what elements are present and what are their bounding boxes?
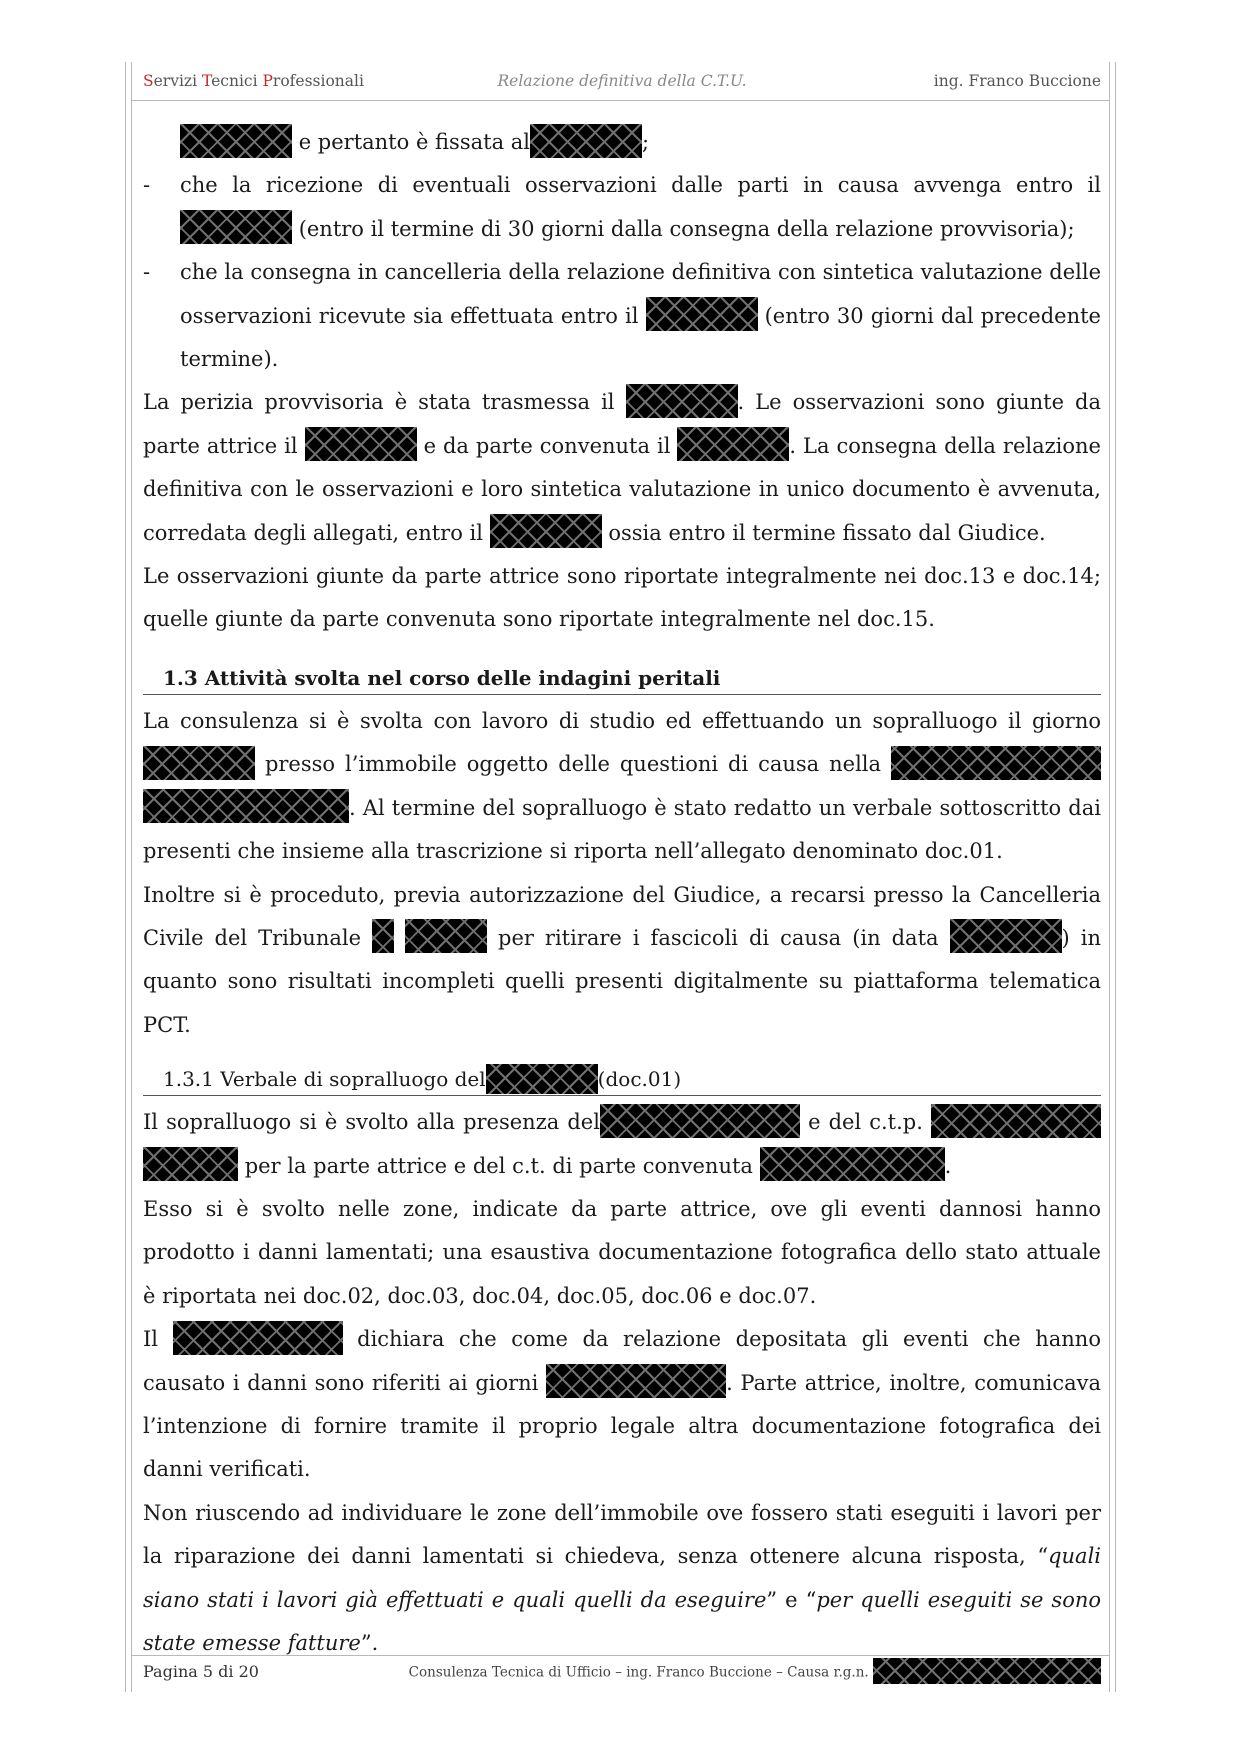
quoted-question: quali siano stati i lavori già effettuati e quali quelli da eseguire: [143, 1544, 1101, 1612]
redaction-box: [180, 124, 292, 158]
footer-case-info: Consulenza Tecnica di Ufficio – ing. Franco Buccione – Causa r.g.n.: [409, 1662, 1101, 1684]
page-header: [143, 72, 1101, 94]
redaction-box: [143, 789, 349, 823]
paragraph: Non riuscendo ad individuare le zone dell’immobile ove fossero stati eseguiti i lavori per la riparazione dei danni lamentati si chiedeva, senza ottenere alcuna risposta, “quali siano stati i lavori già effettuati e quali quelli da eseguire” e “per quelli eseguiti se sono state emesse fatture”.: [143, 1500, 1102, 1655]
paragraph: Le osservazioni giunte da parte attrice sono riportate integralmente nei doc.13 e doc.14; quelle giunte da parte convenuta sono riportate integralmente nel doc.15.: [143, 564, 1101, 632]
redaction-box: [677, 427, 789, 461]
redaction-box: [305, 427, 417, 461]
document-body: [143, 121, 1101, 1665]
redaction-box: [143, 1147, 238, 1181]
header-author: ing. Franco Buccione: [933, 72, 1101, 90]
paragraph: Il sopralluogo si è svolto alla presenza del e del c.t.p. per la parte attrice e del c.t. di parte convenuta .: [143, 1101, 1101, 1188]
paragraph: La perizia provvisoria è stata trasmessa il . Le osservazioni sono giunte da parte attrice il e da parte convenuta il . La consegna della relazione definitiva con le osservazioni e loro sintetica valutazione in unico documento è avvenuta, corredata degli allegati, entro il ossia entro il termine fissato dal Giudice.: [143, 381, 1101, 555]
deadline-list: [143, 164, 1101, 381]
paragraph-continuation: e pertanto è fissata al ;: [143, 121, 1101, 164]
frame-right-inner: [1109, 62, 1110, 1692]
redaction-box: [873, 1658, 1101, 1684]
paragraph: Esso si è svolto nelle zone, indicate da parte attrice, ove gli eventi dannosi hanno prodotto i danni lamentati; una esaustiva documentazione fotografica dello stato attuale è riportata nei doc.02, doc.03, doc.04, doc.05, doc.06 e doc.07.: [143, 1196, 1101, 1308]
redaction-box: [950, 919, 1062, 953]
redaction-box: [546, 1364, 726, 1398]
paragraph: La consulenza si è svolta con lavoro di studio ed effettuando un sopralluogo il giorno presso l’immobile oggetto delle questioni di causa nella . Al termine del sopralluogo è stato redatto un verbale sottoscritto dai presenti che insieme alla trascrizione si riporta nell’allegato denominato doc.01.: [143, 708, 1101, 864]
frame-left-inner: [131, 62, 132, 1692]
redaction-box: [931, 1104, 1101, 1138]
list-item: - che la ricezione di eventuali osservazioni dalle parti in causa avvenga entro il (entro il termine di 30 giorni dalla consegna della relazione provvisoria);: [143, 164, 1101, 251]
redaction-box: [405, 919, 487, 953]
header-document-title: Relazione definitiva della C.T.U.: [497, 72, 747, 90]
redaction-box: [490, 514, 602, 548]
list-item: - che la consegna in cancelleria della relazione definitiva con sintetica valutazione delle osservazioni ricevute sia effettuata entro il (entro 30 giorni dal precedente termine).: [143, 260, 1101, 372]
redaction-box: [600, 1104, 800, 1138]
paragraph: Inoltre si è proceduto, previa autorizzazione del Giudice, a recarsi presso la Cancelleria Civile del Tribunale per ritirare i fascicoli di causa (in data ) in quanto sono risultati incompleti quelli presenti digitalmente su piattaforma telematica PCT.: [143, 882, 1101, 1037]
redaction-box: [173, 1321, 343, 1355]
redaction-box: [180, 210, 292, 244]
redaction-box: [486, 1064, 598, 1094]
subsection-heading: 1.3.1 Verbale di sopralluogo del (doc.01): [143, 1063, 1101, 1096]
page-footer: [143, 1662, 1101, 1684]
quoted-question: per quelli eseguiti se sono state emesse fatture: [143, 1587, 1102, 1655]
header-rule: [131, 100, 1109, 101]
paragraph: Il dichiara che come da relazione depositata gli eventi che hanno causato i danni sono riferiti ai giorni . Parte attrice, inoltre, comunicava l’intenzione di fornire tramite il proprio legale altra documentazione fotografica dei danni verificati.: [143, 1318, 1101, 1492]
frame-right-outer: [1115, 62, 1116, 1692]
header-company: Servizi Tecnici Professionali: [143, 72, 364, 90]
page-number: Pagina 5 di 20: [143, 1662, 259, 1681]
redaction-box: [626, 384, 738, 418]
redaction-box: [372, 919, 394, 953]
redaction-box: [646, 297, 758, 331]
redaction-box: [143, 746, 255, 780]
frame-left-outer: [125, 62, 126, 1692]
redaction-box: [530, 124, 642, 158]
redaction-box: [760, 1147, 945, 1181]
section-heading: 1.3 Attività svolta nel corso delle indagini peritali: [143, 662, 1101, 695]
redaction-box: [891, 746, 1101, 780]
